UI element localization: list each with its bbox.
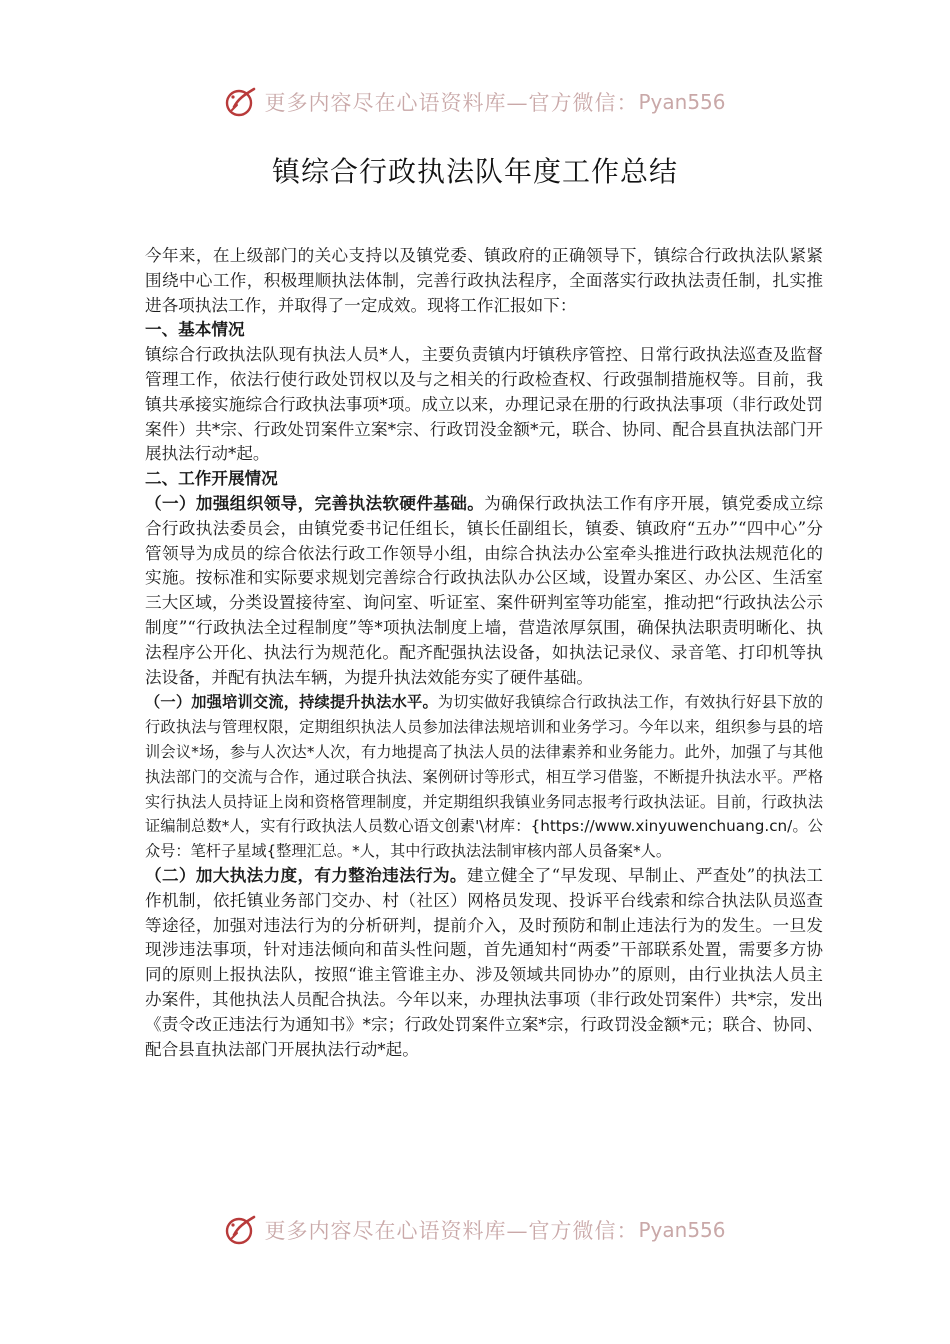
item-enforcement-lead: （二）加大执法力度，有力整治违法行为。 (145, 865, 467, 885)
item-organization-body: 为确保行政执法工作有序开展，镇党委成立综合行政执法委员会，由镇党委书记任组长，镇长任副组长，镇委、镇政府“五办”“四中心”分管领导为成员的综合依法行政工作领导小组，由综合执法办公室牵头推进行政执法规范化的实施。按标准和实际要求规划完善综合行政执法队办公区域，设置办案区、办公区、生活室三大区域，分类设置接待室、询问室、听证室、案件研判室等功能室，推动把“行政执法公示制度”“行政执法全过程制度”等*项执法制度上墙，营造浓厚氛围，确保执法职责明晰化、执法程序公开化、执法行为规范化。配齐配强执法设备，如执法记录仪、录音笔、打印机等执法设备，并配有执法车辆，为提升执法效能夯实了硬件基础。 (145, 493, 824, 687)
document-body (145, 244, 823, 1062)
item-enforcement-paragraph (145, 864, 823, 1062)
banner-text: 更多内容尽在心语资料库—官方微信： (264, 91, 639, 115)
section-basic-paragraph: 镇综合行政执法队现有执法人员*人，主要负责镇内圩镇秩序管控、日常行政执法巡查及监督管理工作，依法行使行政处罚权以及与之相关的行政检查权、行政强制措施权等。目前，我镇共承接实施综合行政执法事项*项。成立以来，办理记录在册的行政执法事项（非行政处罚案件）共*宗、行政处罚案件立案*宗、行政罚没金额*元，联合、协同、配合县直执法部门开展执法行动*起。 (145, 345, 823, 464)
banner-text: 更多内容尽在心语资料库—官方微信： (264, 1219, 639, 1243)
banner-contact: Pyan556 (638, 90, 726, 114)
intro-paragraph: 今年来，在上级部门的关心支持以及镇党委、镇政府的正确领导下，镇综合行政执法队紧紧围绕中心工作，积极理顺执法体制，完善行政执法程序，全面落实行政执法责任制，扎实推进各项执法工作，并取得了一定成效。现将工作汇报如下： (145, 246, 823, 315)
item-training-lead: （一）加强培训交流，持续提升执法水平。 (145, 693, 438, 712)
section-heading-work: 二、工作开展情况 (145, 469, 278, 489)
footer-banner (0, 1210, 950, 1250)
section-heading-basic: 一、基本情况 (145, 320, 245, 340)
pen-logo-icon (224, 1213, 258, 1247)
pen-logo-icon (224, 85, 258, 119)
item-training-paragraph (145, 690, 823, 864)
banner-contact: Pyan556 (638, 1218, 726, 1242)
document-title: 镇综合行政执法队年度工作总结 (271, 155, 678, 188)
item-enforcement-body: 建立健全了“早发现、早制止、严查处”的执法工作机制，依托镇业务部门交办、村（社区）网格员发现、投诉平台线索和综合执法队员巡查等途径，加强对违法行为的分析研判，提前介入，及时预防和制止违法行为的发生。一旦发现涉违法事项，针对违法倾向和苗头性问题，首先通知村“两委”干部联系处置，需要多方协同的原则上报执法队，按照“谁主管谁主办、涉及领域共同协办”的原则，由行业执法人员主办案件，其他执法人员配合执法。今年以来，办理执法事项（非行政处罚案件）共*宗，发出《责令改正违法行为通知书》*宗；行政处罚案件立案*宗，行政罚没金额*元；联合、协同、配合县直执法部门开展执法行动*起。 (145, 865, 823, 1059)
item-organization-lead: （一）加强组织领导，完善执法软硬件基础。 (145, 493, 485, 513)
item-training-body: 为切实做好我镇综合行政执法工作，有效执行好县下放的行政执法与管理权限，定期组织执法人员参加法律法规培训和业务学习。今年以来，组织参与县的培训会议*场，参与人次达*人次，有力地提高了执法人员的法律素养和业务能力。此外，加强了与其他执法部门的交流与合作，通过联合执法、案例研讨等形式，相互学习借鉴，不断提升执法水平。严格实行执法人员持证上岗和资格管理制度，并定期组织我镇业务同志报考行政执法证。目前，行政执法证编制总数*人，实有行政执法人员数心语文创素'\材库：{https://www.xinyuwenchuang.cn/。公众号：笔杆子星域{整理汇总。*人，其中行政执法法制审核内部人员备案*人。 (145, 693, 824, 861)
item-organization-paragraph (145, 492, 823, 690)
header-banner (0, 82, 950, 122)
